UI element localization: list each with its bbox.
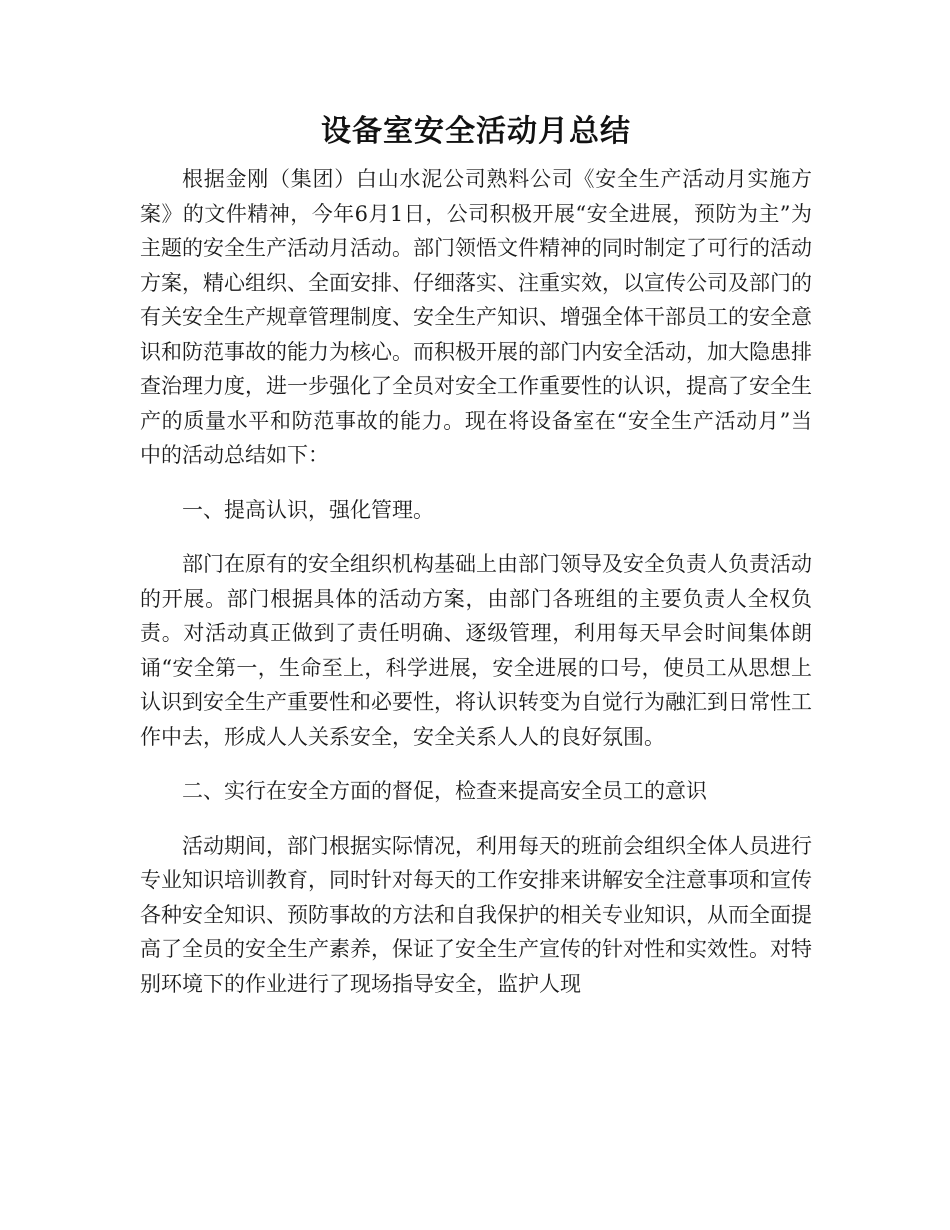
section-heading-1: 一、提高认识，强化管理。 <box>182 497 434 522</box>
document-page <box>140 108 812 1021</box>
section-1-paragraph: 部门在原有的安全组织机构基础上由部门领导及安全负责人负责活动的开展。部门根据具体的活动方案，由部门各班组的主要负责人全权负责。对活动真正做到了责任明确、逐级管理，利用每天早会时间集体朗诵“安全第一，生命至上，科学进展，安全进展的口号，使员工从思想上认识到安全生产重要性和必要性，将认识转变为自觉行为融汇到日常性工作中去，形成人人关系安全，安全关系人人的良好氛围。 <box>140 552 812 749</box>
section-2-paragraph: 活动期间，部门根据实际情况，利用每天的班前会组织全体人员进行专业知识培训教育，同时针对每天的工作安排来讲解安全注意事项和宣传各种安全知识、预防事故的方法和自我保护的相关专业知识，从而全面提高了全员的安全生产素养，保证了安全生产宣传的针对性和实效性。对特别环境下的作业进行了现场指导安全，监护人现 <box>140 833 812 996</box>
document-title: 设备室安全活动月总结 <box>321 114 631 149</box>
section-heading-2: 二、实行在安全方面的督促，检查来提高安全员工的意识 <box>182 779 707 803</box>
intro-paragraph: 根据金刚（集团）白山水泥公司熟料公司《安全生产活动月实施方案》的文件精神，今年6月1日，公司积极开展“安全进展，预防为主”为主题的安全生产活动月活动。部门领悟文件精神的同时制定了可行的活动方案，精心组织、全面安排、仔细落实、注重实效，以宣传公司及部门的有关安全生产规章管理制度、安全生产知识、增强全体干部员工的安全意识和防范事故的能力为核心。而积极开展的部门内安全活动，加大隐患排查治理力度，进一步强化了全员对安全工作重要性的认识，提高了安全生产的质量水平和防范事故的能力。现在将设备室在“安全生产活动月”当中的活动总结如下： <box>140 167 812 467</box>
